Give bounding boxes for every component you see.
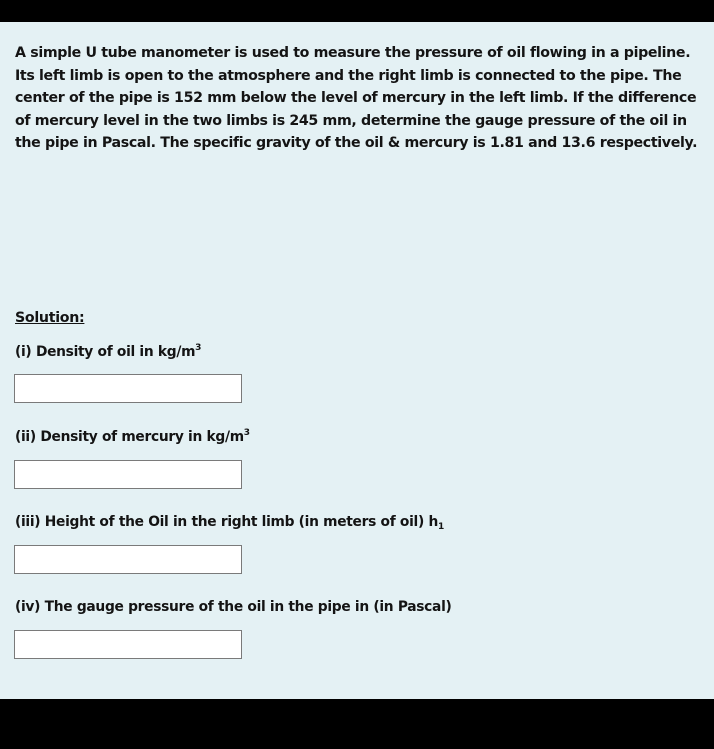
part-1-label-text: (i) Density of oil in kg/m: [15, 344, 196, 360]
gauge-pressure-input[interactable]: [14, 630, 242, 659]
top-black-bar: [0, 0, 714, 22]
density-mercury-input[interactable]: [14, 460, 242, 489]
part-1-label: [15, 343, 201, 360]
part-2-label-sup: 3: [243, 428, 250, 438]
part-2-label-text: (ii) Density of mercury in kg/m: [15, 429, 244, 445]
part-4-label: [15, 599, 452, 615]
part-3-label-sub: 1: [437, 522, 444, 532]
oil-height-input[interactable]: [14, 545, 242, 574]
bottom-black-bar: [0, 699, 714, 749]
density-oil-input[interactable]: [14, 374, 242, 403]
question-text: A simple U tube manometer is used to measure the pressure of oil flowing in a pipeline. Its left limb is open to the atmosphere and the right limb is connected to the pipe. The center of the pipe is 152 mm below the level of mercury in the left limb. If the difference of mercury level in the two limbs is 245 mm, determine the gauge pressure of the oil in the pipe in Pascal. The specific gravity of the oil & mercury is 1.81 and 13.6 respectively.: [15, 45, 698, 151]
part-3-label-text: (iii) Height of the Oil in the right limb (in meters of oil) h: [15, 514, 438, 530]
part-1-label-sup: 3: [195, 343, 202, 353]
part-3-label: [15, 514, 444, 532]
solution-heading: Solution:: [15, 310, 85, 326]
part-2-label: [15, 428, 250, 445]
part-4-label-text: (iv) The gauge pressure of the oil in the pipe in (in Pascal): [15, 599, 452, 615]
